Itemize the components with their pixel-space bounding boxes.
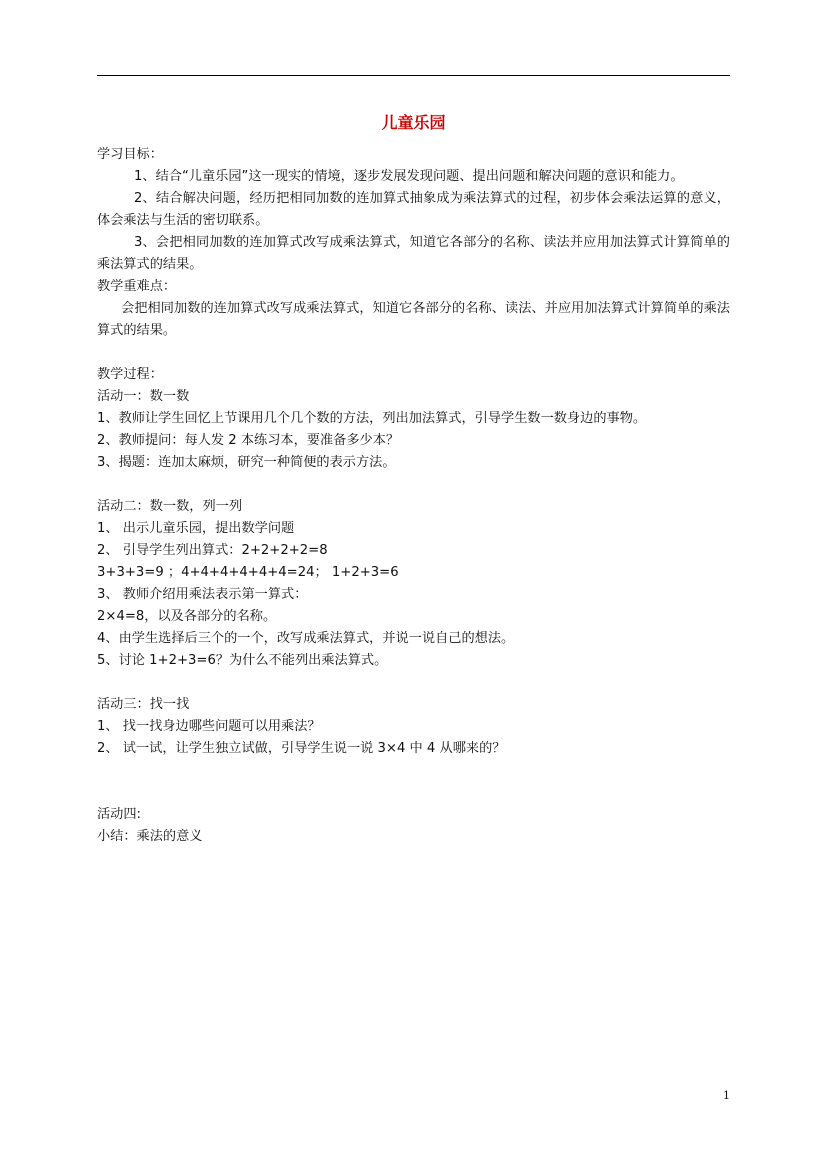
activity1-heading: 活动一：数一数 bbox=[97, 389, 190, 404]
spacer bbox=[97, 760, 730, 804]
objective-item-1: 1、结合“儿童乐园”这一现实的情境，逐步发展发现问题、提出问题和解决问题的意识和能力。 bbox=[134, 169, 684, 184]
objectives-heading: 学习目标： bbox=[97, 147, 163, 162]
objective-item-3: 3、会把相同加数的连加算式改写成乘法算式，知道它各部分的名称、读法并应用加法算式计算简单的乘法算式的结果。 bbox=[97, 235, 730, 272]
summary-text: 小结：乘法的意义 bbox=[97, 829, 203, 844]
activity1-item-3: 3、揭题：连加太麻烦，研究一种简便的表示方法。 bbox=[97, 455, 396, 470]
activity4-heading: 活动四: bbox=[97, 807, 142, 822]
header-rule bbox=[97, 75, 730, 76]
activity2-item-6: 4、由学生选择后三个的一个，改写成乘法算式，并说一说自己的想法。 bbox=[97, 631, 515, 646]
page-number: 1 bbox=[723, 1089, 730, 1102]
activity2-item-2: 2、 引导学生列出算式：2+2+2+2=8 bbox=[97, 543, 328, 558]
activity2-item-7: 5、讨论 1+2+3=6？为什么不能列出乘法算式。 bbox=[97, 653, 388, 668]
document-title: 儿童乐园 bbox=[381, 113, 446, 132]
activity2-item-5: 2×4=8，以及各部分的名称。 bbox=[97, 609, 277, 624]
activity3-heading: 活动三：找一找 bbox=[97, 697, 190, 712]
spacer bbox=[97, 672, 730, 694]
activity3-item-1: 1、 找一找身边哪些问题可以用乘法？ bbox=[97, 719, 321, 734]
process-heading: 教学过程： bbox=[97, 367, 163, 382]
spacer bbox=[97, 474, 730, 496]
activity1-item-1: 1、教师让学生回忆上节课用几个几个数的方法，列出加法算式，引导学生数一数身边的事物。 bbox=[97, 411, 647, 426]
activity3-item-2: 2、 试一试，让学生独立试做，引导学生说一说 3×4 中 4 从哪来的？ bbox=[97, 741, 506, 756]
document-body bbox=[97, 144, 730, 848]
key-points-text: 会把相同加数的连加算式改写成乘法算式，知道它各部分的名称、读法、并应用加法算式计算简单的乘法算式的结果。 bbox=[97, 301, 730, 338]
activity1-item-2: 2、教师提问：每人发 2 本练习本，要准备多少本？ bbox=[97, 433, 400, 448]
spacer bbox=[97, 342, 730, 364]
activity2-heading: 活动二：数一数，列一列 bbox=[97, 499, 243, 514]
activity2-item-4: 3、 教师介绍用乘法表示第一算式： bbox=[97, 587, 308, 602]
activity2-item-1: 1、 出示儿童乐园，提出数学问题 bbox=[97, 521, 295, 536]
activity2-item-3: 3+3+3=9 ；4+4+4+4+4+4=24； 1+2+3=6 bbox=[97, 565, 399, 580]
objective-item-2: 2、结合解决问题，经历把相同加数的连加算式抽象成为乘法算式的过程，初步体会乘法运算的意义，体会乘法与生活的密切联系。 bbox=[97, 191, 730, 228]
key-points-heading: 教学重难点： bbox=[97, 279, 177, 294]
